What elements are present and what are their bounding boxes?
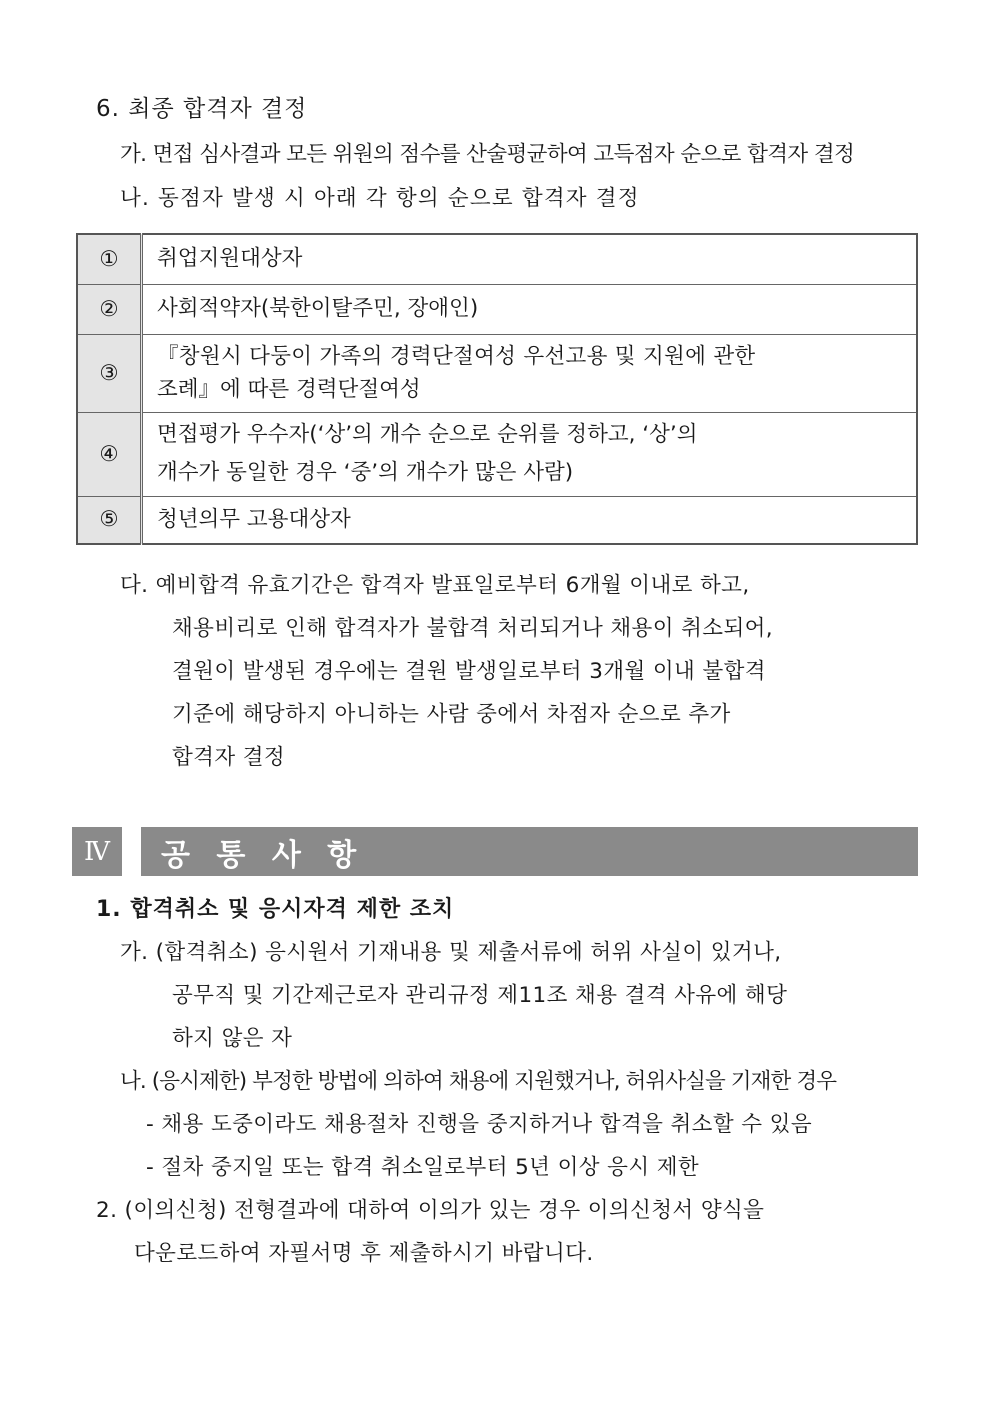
paragraph-da-line: 채용비리로 인해 합격자가 불합격 처리되거나 채용이 취소되어, [172, 616, 774, 641]
row-number: ③ [77, 334, 142, 412]
paragraph-da-line: 합격자 결정 [172, 745, 286, 770]
table-row [77, 284, 917, 334]
row-text: 취업지원대상자 [142, 234, 918, 284]
table-row [77, 412, 917, 496]
item2: 2. (이의신청) 전형결과에 대하여 이의가 있는 경우 이의신청서 양식을 [96, 1198, 765, 1223]
paragraph-na: 나. 동점자 발생 시 아래 각 항의 순으로 합격자 결정 [120, 186, 640, 211]
table-row [77, 234, 917, 284]
item1-ga: 가. (합격취소) 응시원서 기재내용 및 제출서류에 허위 사실이 있거나, [120, 940, 782, 965]
item1-ga-line: 공무직 및 기간제근로자 관리규정 제11조 채용 결격 사유에 해당 [172, 983, 788, 1008]
paragraph-da: 다. 예비합격 유효기간은 합격자 발표일로부터 6개월 이내로 하고, [120, 573, 750, 598]
item1-na: 나. (응시제한) 부정한 방법에 의하여 채용에 지원했거나, 허위사실을 기재한 경우 [120, 1069, 837, 1094]
row-text: 사회적약자(북한이탈주민, 장애인) [142, 284, 918, 334]
row-number: ① [77, 234, 142, 284]
item1-bullet: - 채용 도중이라도 채용절차 진행을 중지하거나 합격을 취소할 수 있음 [146, 1112, 813, 1137]
section-heading: 6. 최종 합격자 결정 [96, 96, 308, 122]
row-text: 청년의무 고용대상자 [142, 496, 918, 544]
item1-ga-line: 하지 않은 자 [172, 1026, 293, 1051]
item1-bullet: - 절차 중지일 또는 합격 취소일로부터 5년 이상 응시 제한 [146, 1155, 700, 1180]
paragraph-da-line: 기준에 해당하지 아니하는 사람 중에서 차점자 순으로 추가 [172, 702, 731, 727]
table-row [77, 496, 917, 544]
section-number-badge: Ⅳ [72, 827, 122, 876]
row-number: ⑤ [77, 496, 142, 544]
tie-break-table [76, 233, 918, 545]
row-number: ② [77, 284, 142, 334]
section-banner-title: 공 통 사 항 [141, 827, 918, 876]
paragraph-ga: 가. 면접 심사결과 모든 위원의 점수를 산술평균하여 고득점자 순으로 합격자 결정 [120, 142, 855, 167]
row-number: ④ [77, 412, 142, 496]
table-row [77, 334, 917, 412]
row-text: 면접평가 우수자(‘상’의 개수 순으로 순위를 정하고, ‘상’의 개수가 동일한 경우 ‘중’의 개수가 많은 사람) [142, 412, 918, 496]
item1-heading: 1. 합격취소 및 응시자격 제한 조치 [96, 897, 455, 922]
paragraph-da-line: 결원이 발생된 경우에는 결원 발생일로부터 3개월 이내 불합격 [172, 659, 766, 684]
item2-line: 다운로드하여 자필서명 후 제출하시기 바랍니다. [134, 1241, 594, 1266]
row-text: 『창원시 다둥이 가족의 경력단절여성 우선고용 및 지원에 관한 조례』에 따른 경력단절여성 [142, 334, 918, 412]
